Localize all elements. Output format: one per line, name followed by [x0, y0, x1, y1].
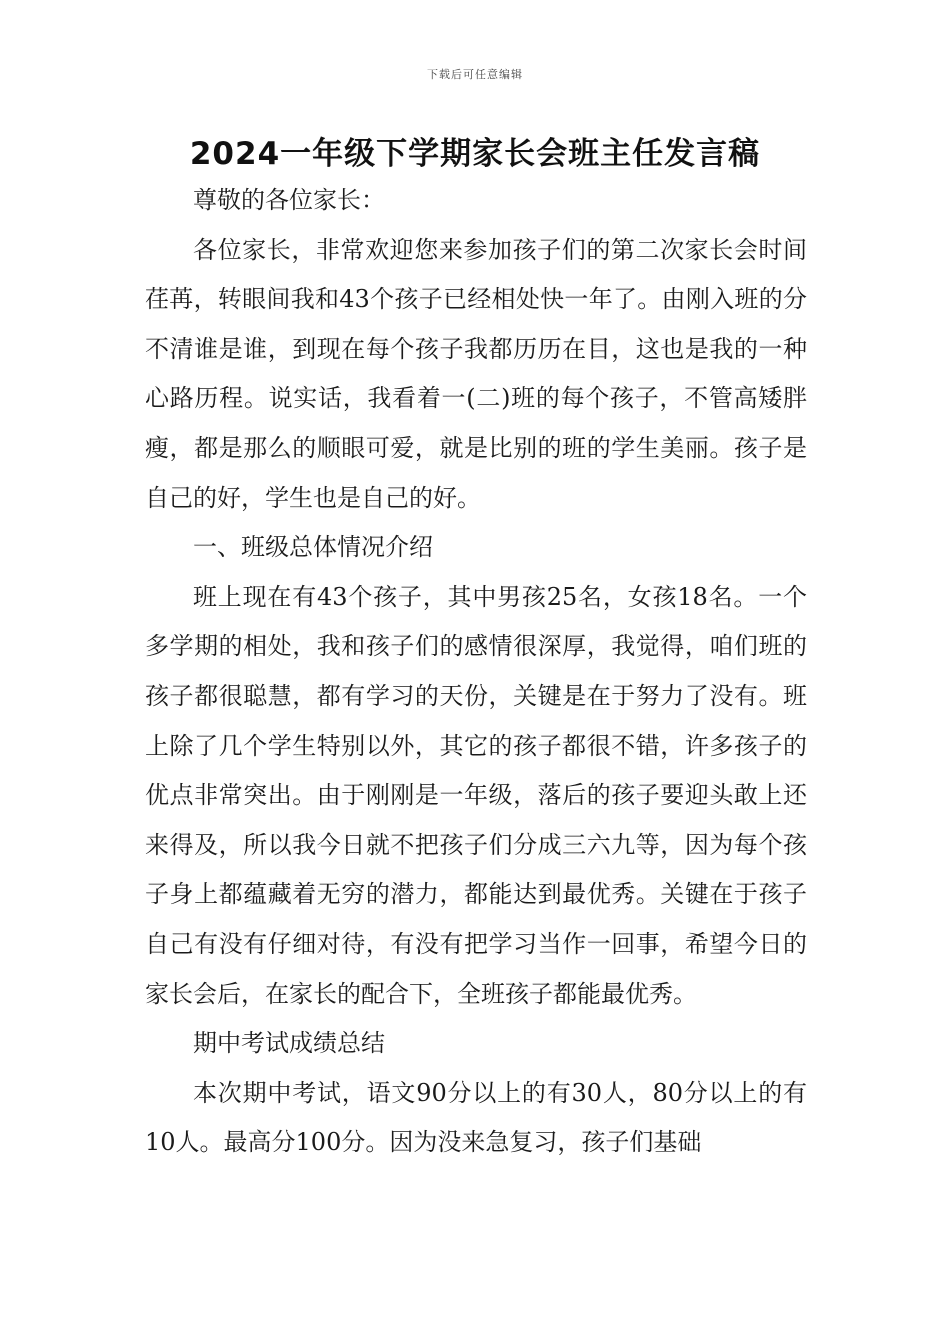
document-body [145, 176, 807, 1168]
section-heading-class-overview: 一、班级总体情况介绍 [193, 533, 433, 562]
page-header-note: 下载后可任意编辑 [427, 68, 523, 81]
midterm-summary-paragraph: 本次期中考试，语文90分以上的有30人，80分以上的有10人。最高分100分。因为没来急复习，孩子们基础 [145, 1078, 807, 1157]
salutation-paragraph: 尊敬的各位家长： [193, 186, 385, 214]
document-title: 2024一年级下学期家长会班主任发言稿 [189, 136, 761, 172]
intro-paragraph: 各位家长，非常欢迎您来参加孩子们的第二次家长会时间荏苒，转眼间我和43个孩子已经相处快一年了。由刚入班的分不清谁是谁，到现在每个孩子我都历历在目，这也是我的一种心路历程。说实话，我看着一(二)班的每个孩子，不管高矮胖瘦，都是那么的顺眼可爱，就是比别的班的学生美丽。孩子是自己的好，学生也是自己的好。 [145, 235, 807, 512]
section-heading-midterm-summary: 期中考试成绩总结 [193, 1029, 385, 1058]
class-overview-paragraph: 班上现在有43个孩子，其中男孩25名，女孩18名。一个多学期的相处，我和孩子们的感情很深厚，我觉得，咱们班的孩子都很聪慧，都有学习的天份，关键是在于努力了没有。班上除了几个学生特别以外，其它的孩子都很不错，许多孩子的优点非常突出。由于刚刚是一年级，落后的孩子要迎头敢上还来得及，所以我今日就不把孩子们分成三六九等，因为每个孩子身上都蕴藏着无穷的潜力，都能达到最优秀。关键在于孩子自己有没有仔细对待，有没有把学习当作一回事，希望今日的家长会后，在家长的配合下，全班孩子都能最优秀。 [145, 582, 807, 1008]
